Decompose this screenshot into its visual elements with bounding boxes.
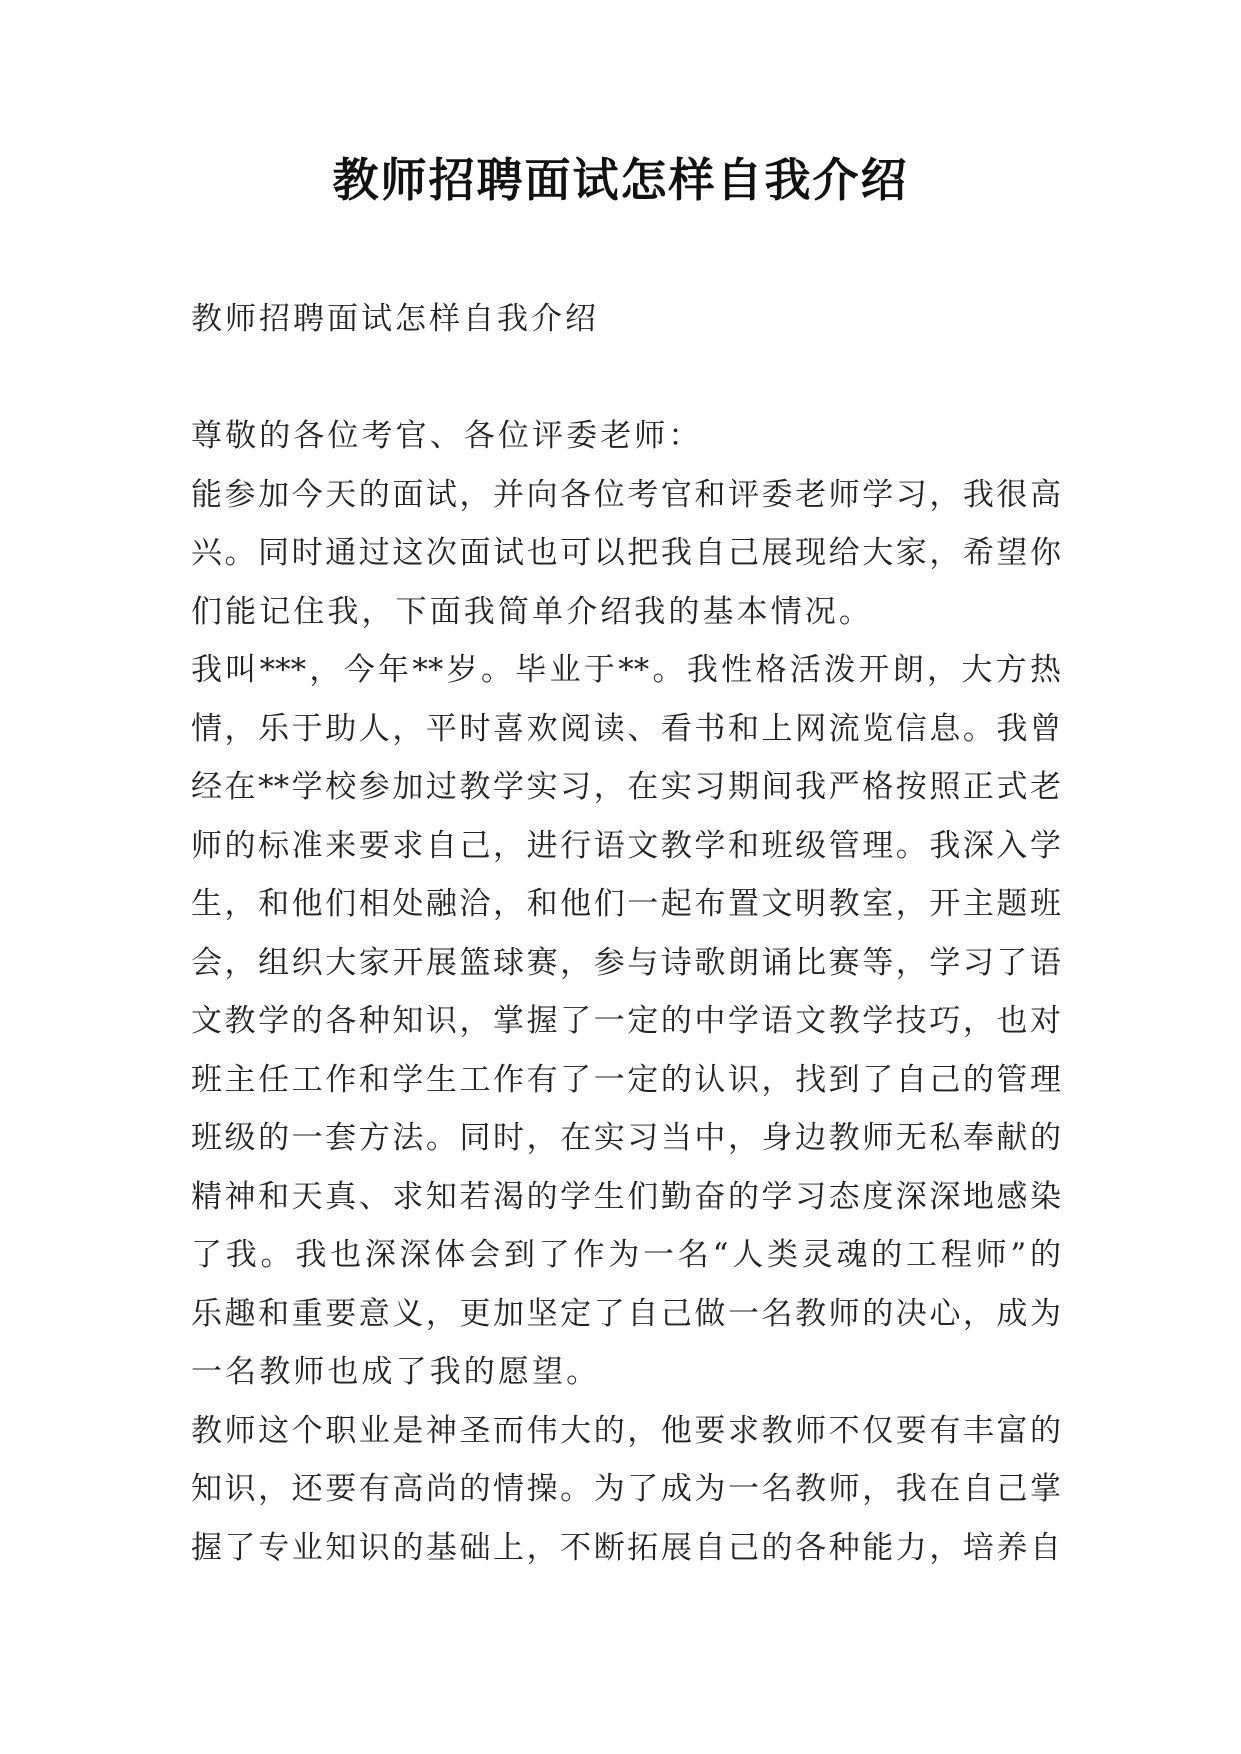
paragraph-line: 情，乐于助人，平时喜欢阅读、看书和上网流览信息。我曾 xyxy=(191,710,1061,747)
paragraph-line: 会，组织大家开展篮球赛，参与诗歌朗诵比赛等，学习了语 xyxy=(191,944,1061,981)
salutation-line: 尊敬的各位考官、各位评委老师： xyxy=(191,418,703,454)
paragraph-line: 知识，还要有高尚的情操。为了成为一名教师，我在自己掌 xyxy=(191,1471,1061,1507)
document-body xyxy=(191,290,1061,1577)
paragraph-line: 们能记住我，下面我简单介绍我的基本情况。 xyxy=(191,593,873,630)
document-subtitle: 教师招聘面试怎样自我介绍 xyxy=(191,301,599,337)
paragraph-line: 生，和他们相处融洽，和他们一起布置文明教室，开主题班 xyxy=(191,886,1061,922)
paragraph-line: 班级的一套方法。同时，在实习当中，身边教师无私奉献的 xyxy=(191,1120,1061,1156)
paragraph-line: 握了专业知识的基础上，不断拓展自己的各种能力，培养自 xyxy=(191,1529,1061,1566)
paragraph-line: 兴。同时通过这次面试也可以把我自己展现给大家，希望你 xyxy=(191,535,1061,571)
paragraph-line: 师的标准来要求自己，进行语文教学和班级管理。我深入学 xyxy=(191,827,1061,864)
paragraph-line: 乐趣和重要意义，更加坚定了自己做一名教师的决心，成为 xyxy=(191,1295,1061,1332)
paragraph-line: 班主任工作和学生工作有了一定的认识，找到了自己的管理 xyxy=(191,1061,1061,1098)
paragraph-line: 能参加今天的面试，并向各位考官和评委老师学习，我很高 xyxy=(191,476,1061,513)
paragraph-line: 我叫***，今年**岁。毕业于**。我性格活泼开朗，大方热 xyxy=(191,652,1061,688)
paragraph-line: 经在**学校参加过教学实习，在实习期间我严格按照正式老 xyxy=(191,769,1061,805)
paragraph-line: 文教学的各种知识，掌握了一定的中学语文教学技巧，也对 xyxy=(191,1003,1061,1039)
paragraph-line: 教师这个职业是神圣而伟大的，他要求教师不仅要有丰富的 xyxy=(191,1412,1061,1449)
blank-line xyxy=(191,349,1061,408)
document-title: 教师招聘面试怎样自我介绍 xyxy=(332,153,909,207)
paragraph-line: 一名教师也成了我的愿望。 xyxy=(191,1354,601,1390)
paragraph-line: 了我。我也深深体会到了作为一名“人类灵魂的工程师”的 xyxy=(191,1237,1061,1273)
paragraph-line: 精神和天真、求知若渴的学生们勤奋的学习态度深深地感染 xyxy=(191,1178,1061,1215)
